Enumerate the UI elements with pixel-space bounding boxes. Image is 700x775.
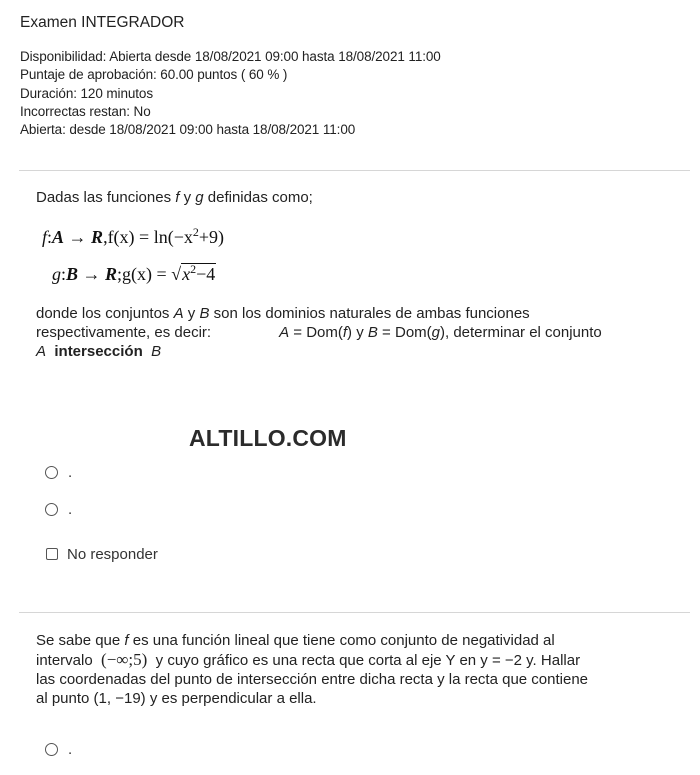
q1-eq-text-4: ), determinar el conjunto <box>440 324 602 341</box>
q1-body-and: y <box>183 305 200 322</box>
availability-info: Disponibilidad: Abierta desde 18/08/2021 09:00 hasta 18/08/2021 11:00 <box>20 49 441 64</box>
q2-option-1-radio[interactable] <box>45 743 58 756</box>
formula-g-radicand <box>181 263 216 284</box>
q1-body-line-2 <box>36 323 676 342</box>
q1-body-text-2: son los dominios naturales de ambas funciones <box>209 305 530 322</box>
passing-score-info: Puntaje de aprobación: 60.00 puntos ( 60 % ) <box>20 67 288 83</box>
q1-body-line-1 <box>36 304 676 323</box>
q1-eq-f: f <box>342 324 348 341</box>
formula-f-exponent: 2 <box>192 225 199 239</box>
formula-f-expression: ,f(x) = ln(−x <box>103 227 193 247</box>
q1-no-answer-checkbox[interactable] <box>46 548 58 560</box>
formula-g-radicand-var: x <box>182 264 191 284</box>
q1-eq-text-3: = Dom( <box>377 324 432 341</box>
q2-line-3: las coordenadas del punto de intersección entre dicha recta y la recta que contiene <box>36 671 589 688</box>
q1-eq-a: A <box>279 324 290 341</box>
duration-info: Duración: 120 minutos <box>20 85 153 101</box>
q1-intersection-word: intersección <box>54 343 143 360</box>
question-1-body <box>36 304 676 361</box>
q1-body-text-1: donde los conjuntos <box>36 305 174 322</box>
q1-f: f <box>175 189 180 206</box>
q2-line-1-post: es una función lineal que tiene como conjunto de negatividad al <box>128 632 555 649</box>
q2-line-2 <box>36 650 676 670</box>
q1-last-b: B <box>151 343 162 360</box>
formula-f-colon: : <box>47 227 53 247</box>
q2-f: f <box>124 632 129 649</box>
q1-eq-g: g <box>431 324 440 341</box>
question-2-text <box>36 631 676 708</box>
formula-g-exponent: 2 <box>190 262 197 276</box>
q1-eq-b: B <box>367 324 378 341</box>
q1-set-a: A <box>173 305 184 322</box>
divider-middle <box>19 612 690 613</box>
formula-g-radicand-tail: −4 <box>196 264 216 284</box>
q1-last-a: A <box>36 343 47 360</box>
formula-f-codomain: R <box>91 227 104 247</box>
formula-f-name: f <box>42 227 48 247</box>
formula-g-sqrt <box>171 262 216 285</box>
q2-line-4: al punto (1, −19) y es perpendicular a ella. <box>36 690 317 707</box>
sqrt-symbol: √ <box>171 264 182 284</box>
formula-g-domain: B <box>66 264 79 284</box>
formula-f-tail: +9) <box>198 227 224 247</box>
q1-set-b: B <box>199 305 210 322</box>
q2-line-1-pre: Se sabe que <box>36 632 125 649</box>
q1-body-line-3 <box>36 342 676 361</box>
q1-and: y <box>179 189 196 206</box>
question-1-intro <box>36 188 676 207</box>
exam-header <box>20 14 690 139</box>
formula-f <box>42 225 224 248</box>
watermark-logo: ALTILLO.COM <box>189 425 347 451</box>
formula-f-arrow: → <box>64 227 92 247</box>
wrong-answers-info: Incorrectas restan: No <box>20 103 151 119</box>
q1-intro-text: Dadas las funciones <box>36 189 176 206</box>
q2-interval: (−∞;5) <box>101 650 148 669</box>
formula-g-name: g <box>52 264 61 284</box>
exam-title: Examen INTEGRADOR <box>20 14 185 31</box>
q1-option-1-label[interactable]: . <box>68 464 73 481</box>
q1-option-1-radio[interactable] <box>45 466 58 479</box>
q1-option-2-radio[interactable] <box>45 503 58 516</box>
q1-eq-text-2: ) y <box>347 324 368 341</box>
q2-line-2-post: y cuyo gráfico es una recta que corta al eje Y en y = −2 y. Hallar <box>155 652 581 669</box>
q2-line-2-pre: intervalo <box>36 652 93 669</box>
q1-option-2-label[interactable]: . <box>68 501 73 518</box>
q1-body-text-3: respectivamente, es decir: <box>36 324 212 341</box>
formula-g <box>52 262 216 285</box>
formula-g-colon: : <box>61 264 67 284</box>
q1-g: g <box>195 189 204 206</box>
open-period-info: Abierta: desde 18/08/2021 09:00 hasta 18/08/2021 11:00 <box>20 122 356 138</box>
formula-f-domain: A <box>52 227 65 247</box>
divider-top <box>19 170 690 171</box>
q2-option-1-label[interactable]: . <box>68 741 73 758</box>
formula-g-arrow: → <box>78 264 106 284</box>
q1-eq-text-1: = Dom( <box>289 324 343 341</box>
q1-no-answer-label[interactable]: No responder <box>67 546 158 563</box>
q2-line-1 <box>36 631 676 650</box>
formula-g-expression: ;g(x) = <box>117 264 172 284</box>
formula-g-codomain: R <box>105 264 118 284</box>
q1-intro-end: definidas como; <box>203 189 313 206</box>
